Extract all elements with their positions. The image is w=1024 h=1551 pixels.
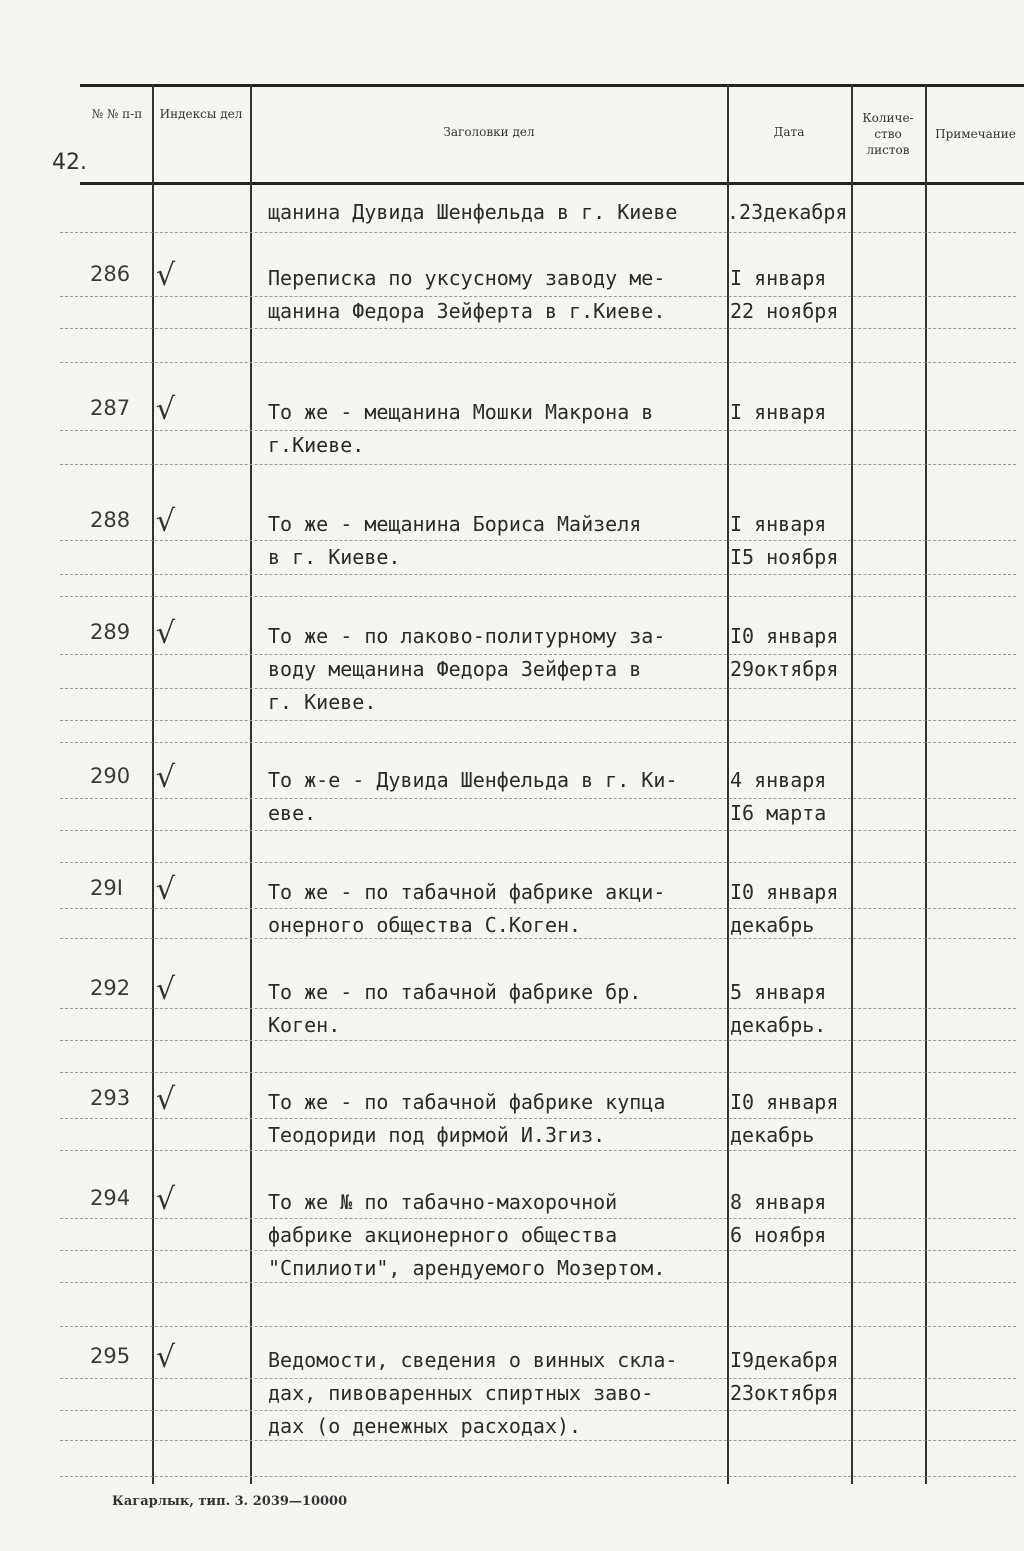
ruling-line (60, 574, 1016, 575)
title-line: онерного общества С.Коген. (268, 913, 582, 937)
date-line (730, 686, 838, 719)
row-number: 289 (90, 620, 131, 644)
header-col-date: Дата (773, 125, 805, 139)
date-line: I0 января (730, 624, 839, 648)
header-col-index: Индексы дел (159, 107, 243, 121)
date-line: I января (730, 400, 827, 424)
ruling-line (60, 1218, 1016, 1219)
row-title (268, 620, 726, 719)
ruling-line (60, 232, 1016, 233)
title-line: То же - по табачной фабрике бр. (268, 980, 642, 1004)
ruling-line (60, 362, 1016, 363)
title-line: дах (о денежных расходах). (268, 1414, 582, 1438)
ruling-line (60, 720, 1016, 721)
row-date (730, 1344, 838, 1443)
row-date (730, 764, 826, 830)
row-number: 29I (90, 876, 123, 900)
checkmark-icon: √ (156, 972, 176, 1007)
checkmark-icon: √ (156, 504, 176, 539)
row-title (268, 1086, 726, 1152)
ruling-line (60, 1326, 1016, 1327)
title-line: То же - по лаково-политурному за- (268, 624, 666, 648)
ruling-line (60, 908, 1016, 909)
title-line: фабрике акционерного общества (268, 1223, 618, 1247)
title-line: воду мещанина Федора Зейферта в (268, 657, 642, 681)
ruling-line (60, 328, 1016, 329)
row-date (730, 508, 838, 574)
row-date (730, 262, 838, 328)
date-line: декабрь (730, 1123, 815, 1147)
row-date (730, 976, 826, 1042)
date-line: I января (730, 266, 827, 290)
row-title (268, 1186, 726, 1285)
title-line: щанина Федора Зейферта в г.Киеве. (268, 299, 666, 323)
row-number: 294 (90, 1186, 131, 1210)
ruling-line (60, 1118, 1016, 1119)
ruling-line (60, 1150, 1016, 1151)
checkmark-icon: √ (156, 760, 176, 795)
ruling-line (60, 830, 1016, 831)
date-line: I января (730, 512, 827, 536)
title-line: Ведомости, сведения о винных скла- (268, 1348, 678, 1372)
row-title (268, 508, 726, 574)
ruling-line (60, 1476, 1016, 1477)
row-title (268, 976, 726, 1042)
date-line: 29октября (730, 657, 839, 681)
row-date (730, 1186, 826, 1285)
ruling-line (60, 1282, 1016, 1283)
ruling-line (60, 1250, 1016, 1251)
title-line: То же № по табачно-махорочной (268, 1190, 618, 1214)
continuation-title: щанина Дувида Шенфельда в г. Киеве (268, 200, 678, 224)
date-line (730, 429, 826, 462)
ruling-line (60, 654, 1016, 655)
date-line: декабрь (730, 913, 815, 937)
ruling-line (60, 1378, 1016, 1379)
title-line: в г. Киеве. (268, 545, 401, 569)
row-number: 293 (90, 1086, 131, 1110)
row-title (268, 396, 726, 462)
date-line: 23октября (730, 1381, 839, 1405)
date-line: I5 ноября (730, 545, 839, 569)
row-number: 286 (90, 262, 131, 286)
title-line: То ж-е - Дувида Шенфельда в г. Ки- (268, 768, 678, 792)
ruling-line (60, 1008, 1016, 1009)
row-title (268, 876, 726, 942)
date-line (730, 1252, 826, 1285)
ruling-line (60, 862, 1016, 863)
printer-imprint: Кагарлык, тип. 3. 2039—10000 (112, 1494, 348, 1509)
title-line: То же - по табачной фабрике акци- (268, 880, 666, 904)
date-line: 22 ноября (730, 299, 839, 323)
ruling-line (60, 430, 1016, 431)
title-line: "Спилиоти", арендуемого Мозертом. (268, 1256, 666, 1280)
date-line: 4 января (730, 768, 827, 792)
row-number: 292 (90, 976, 131, 1000)
title-line: дах, пивоваренных спиртных заво- (268, 1381, 654, 1405)
date-line: 5 января (730, 980, 827, 1004)
date-line: I0 января (730, 1090, 839, 1114)
ruling-line (60, 1040, 1016, 1041)
row-title (268, 262, 726, 328)
row-number: 288 (90, 508, 131, 532)
title-line: То же - по табачной фабрике купца (268, 1090, 666, 1114)
checkmark-icon: √ (156, 616, 176, 651)
ruling-line (60, 688, 1016, 689)
column-divider (925, 84, 927, 1484)
date-line: I9декабря (730, 1348, 839, 1372)
ruling-line (60, 464, 1016, 465)
continuation-date: .23декабря (727, 200, 848, 224)
date-line: I6 марта (730, 801, 827, 825)
header-col-title: Заголовки дел (443, 125, 535, 139)
checkmark-icon: √ (156, 1082, 176, 1117)
title-line: Коген. (268, 1013, 341, 1037)
column-divider (152, 84, 154, 1484)
column-divider (727, 84, 729, 1484)
header-top-rule (80, 84, 1024, 87)
date-line: I0 января (730, 880, 839, 904)
row-date (730, 620, 838, 719)
row-date (730, 1086, 838, 1152)
title-line: То же - мещанина Бориса Майзеля (268, 512, 642, 536)
header-col-number: № № п-п (91, 107, 143, 121)
ruling-line (60, 1072, 1016, 1073)
column-divider (851, 84, 853, 1484)
checkmark-icon: √ (156, 1340, 176, 1375)
page-number: 42. (52, 150, 87, 175)
title-line: г.Киеве. (268, 433, 365, 457)
column-divider (250, 84, 252, 1484)
ruling-line (60, 938, 1016, 939)
ruling-line (60, 596, 1016, 597)
row-date (730, 396, 826, 462)
row-number: 290 (90, 764, 131, 788)
ruling-line (60, 1410, 1016, 1411)
row-date (730, 876, 838, 942)
checkmark-icon: √ (156, 872, 176, 907)
row-title (268, 1344, 726, 1443)
ruling-line (60, 798, 1016, 799)
ruling-line (60, 540, 1016, 541)
date-line (730, 1410, 838, 1443)
row-title (268, 764, 726, 830)
date-line: 6 ноября (730, 1223, 827, 1247)
date-line: декабрь. (730, 1013, 827, 1037)
ruling-line (60, 1440, 1016, 1441)
title-line: Теодориди под фирмой И.Згиз. (268, 1123, 606, 1147)
ruling-line (60, 742, 1016, 743)
title-line: г. Киеве. (268, 690, 377, 714)
title-line: Переписка по уксусному заводу ме- (268, 266, 666, 290)
header-col-notes: Примечание (935, 127, 1016, 141)
title-line: То же - мещанина Мошки Макрона в (268, 400, 654, 424)
row-number: 287 (90, 396, 131, 420)
checkmark-icon: √ (156, 258, 176, 293)
checkmark-icon: √ (156, 392, 176, 427)
ruling-line (60, 296, 1016, 297)
header-col-sheets: Количе- ство листов (862, 111, 914, 157)
title-line: еве. (268, 801, 317, 825)
row-number: 295 (90, 1344, 131, 1368)
date-line: 8 января (730, 1190, 827, 1214)
checkmark-icon: √ (156, 1182, 176, 1217)
